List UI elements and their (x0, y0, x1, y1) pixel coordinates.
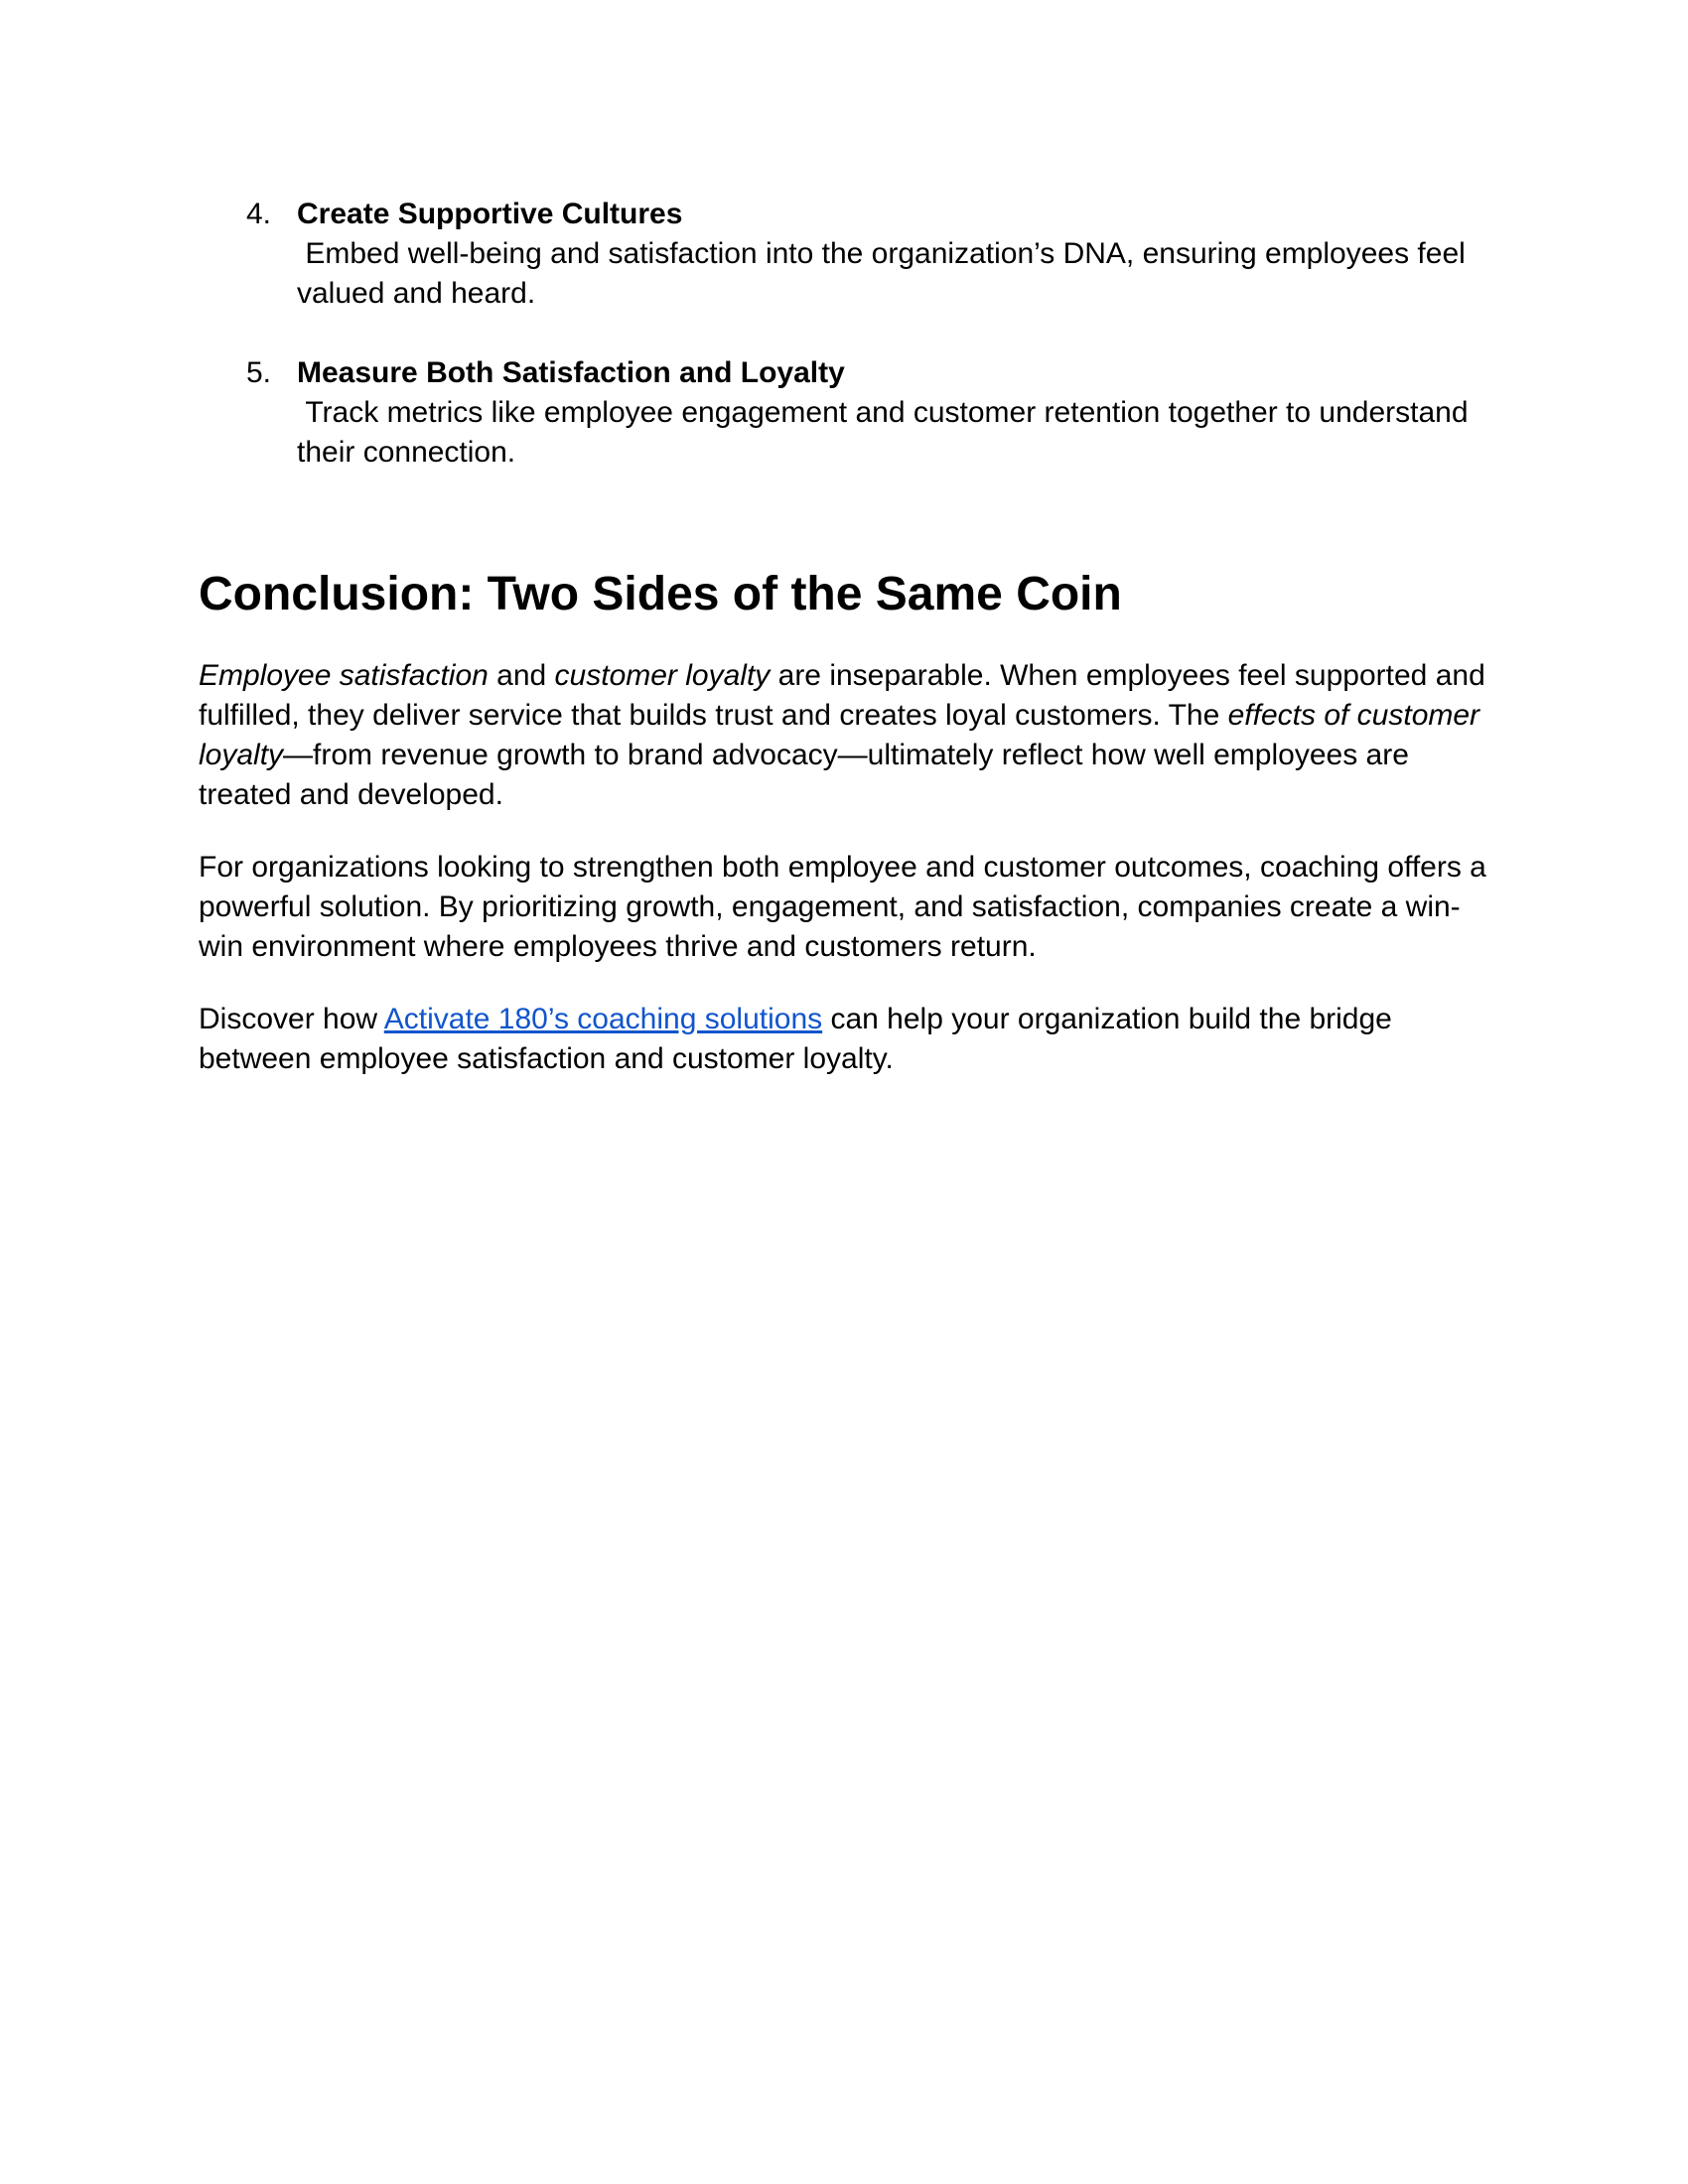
emphasis-employee-satisfaction: Employee satisfaction (199, 659, 489, 692)
conclusion-paragraph-3 (199, 1000, 1499, 1079)
coaching-solutions-link[interactable]: Activate 180’s coaching solutions (383, 1003, 823, 1035)
list-item-number: 5. (246, 356, 272, 389)
conclusion-paragraph-1 (199, 656, 1499, 815)
paragraph-text: are inseparable. When employees feel supported and fulfilled, they deliver service that builds trust and creates loyal customers. The (199, 659, 1485, 732)
paragraph-text: and (488, 659, 555, 692)
paragraph-text: Discover how (199, 1003, 384, 1035)
list-item-body: Embed well-being and satisfaction into the organization’s DNA, ensuring employees feel valued and heard. (297, 237, 1475, 310)
section-heading: Conclusion: Two Sides of the Same Coin (199, 568, 1122, 620)
list-item-title: Measure Both Satisfaction and Loyalty (297, 356, 845, 389)
list-item (199, 353, 1499, 473)
list-item-number: 4. (246, 198, 272, 230)
list-item (199, 195, 1499, 314)
numbered-list (199, 195, 1499, 473)
list-item-title: Create Supportive Cultures (297, 198, 683, 230)
emphasis-customer-loyalty: customer loyalty (554, 659, 771, 692)
list-item-body: Track metrics like employee engagement and customer retention together to understand their connection. (297, 396, 1477, 469)
paragraph-text: can help your organization build the bridge between employee satisfaction and customer loyalty. (199, 1003, 1392, 1075)
conclusion-section (199, 559, 1499, 1079)
emphasis-effects-of-customer-loyalty: effects of customer loyalty (199, 699, 1480, 771)
paragraph-text: —from revenue growth to brand advocacy—ultimately reflect how well employees are treated and developed. (199, 739, 1409, 811)
conclusion-paragraph-2: For organizations looking to strengthen both employee and customer outcomes, coaching offers a powerful solution. By prioritizing growth, engagement, and satisfaction, companies create a win-win environment where employees thrive and customers return. (199, 851, 1486, 963)
